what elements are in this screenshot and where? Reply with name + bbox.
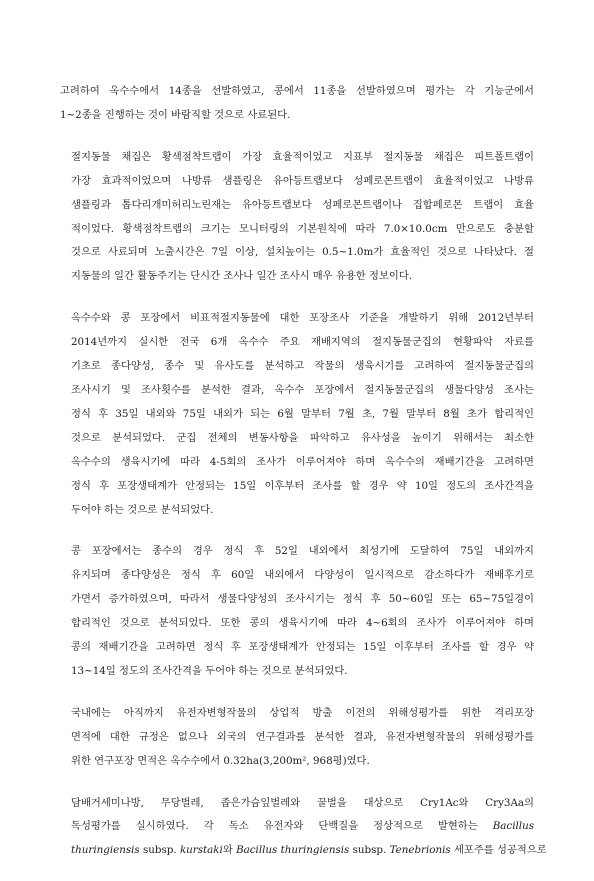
paragraph-1: [60, 80, 534, 128]
text-line: 적이었다. 황색점착트랩의 크기는 모니터링의 기본원칙에 따라 7.0×10.0cm 만으로도 충분할: [71, 222, 534, 235]
text-line: 기초로 종다양성, 종수 및 유사도를 분석하고 작물의 생육시기를 고려하여 절지동물군집의: [71, 360, 534, 373]
text-line: 지동물의 일간 활동주기는 단시간 조사나 일간 조사시 매우 유용한 정보이다.: [71, 270, 413, 283]
text-line: 정식 후 35일 내외와 75일 내외가 되는 6월 말부터 7월 초, 7월 말부터 8월 초가 합리적인: [71, 407, 534, 420]
text-line: 13~14일 정도의 조사간격을 두어야 하는 것으로 분석되었다.: [71, 664, 348, 677]
text-line: 샘플링과 톱다리개미허리노린재는 유아등트랩보다 성페로몬트랩이나 집합페로몬 트랩이 효율: [71, 198, 534, 211]
paragraph-3: [60, 307, 534, 522]
text-line: 위한 연구포장 면적은 옥수수에서 0.32ha(3,200m², 968평)였다.: [71, 754, 370, 767]
text-line: 콩 포장에서는 종수의 경우 정식 후 52일 내외에서 최성기에 도달하여 75일 내외까지: [71, 545, 534, 558]
text-line: 면적에 대한 규정은 없으나 외국의 연구결과를 분석한 결과, 유전자변형작물의 위해성평가를: [71, 730, 534, 743]
text-line: 조사시기 및 조사횟수를 분석한 결과, 옥수수 포장에서 절지동물군집의 생물다양성 조사는: [71, 383, 534, 396]
paragraph-6: [60, 792, 547, 864]
text-line: 합리적인 것으로 분석되었다. 또한 콩의 생육시기에 따라 4~6회의 조사가 이루어져야 하며: [71, 617, 534, 630]
body-text: [60, 80, 547, 881]
text-line: 옥수수의 생육시기에 따라 4-5회의 조사가 이루어져야 하며 옥수수의 재배기간을 고려하면: [71, 455, 534, 468]
paragraph-2: [60, 146, 534, 289]
text-line: 것으로 분석되었다. 군집 전체의 변동사항을 파악하고 유사성을 높이기 위해서는 최소한: [71, 431, 534, 444]
text-line: 2014년까지 실시한 전국 6개 옥수수 주요 재배지역의 절지동물군집의 현황파악 자료를: [71, 336, 534, 349]
text-line: 국내에는 아직까지 유전자변형작물의 상업적 방출 이전의 위해성평가를 위한 격리포장: [71, 706, 534, 719]
paragraph-4: [60, 540, 534, 683]
text-line: 가장 효과적이었으며 나방류 샘플링은 유아등트랩보다 성페로몬트랩이 효율적이었고 나방류: [71, 174, 534, 187]
text-line: 유지되며 종다양성은 정식 후 60일 내외에서 다양성이 일시적으로 감소하다가 재배후기로: [71, 569, 534, 582]
text-line: 고려하여 옥수수에서 14종을 선발하였고, 콩에서 11종을 선발하였으며 평가는 각 기능군에서: [60, 85, 534, 97]
text-line: 두어야 하는 것으로 분석되었다.: [71, 503, 214, 516]
text-line: 옥수수와 콩 포장에서 비표적절지동물에 대한 포장조사 기준을 개발하기 위해 2012년부터: [71, 312, 534, 325]
text-line: 것으로 사료되며 노출시간은 7일 이상, 설치높이는 0.5~1.0m가 효율적인 것으로 나타났다. 절: [71, 246, 534, 259]
text-line: 가면서 증가하였으며, 따라서 생물다양성의 조사시기는 정식 후 50~60일 또는 65~75일경이: [71, 593, 534, 606]
text-line: 절지동물 채집은 황색점착트랩이 가장 효율적이었고 지표부 절지동물 채집은 피트폴트랩이: [71, 150, 534, 163]
text-line: 1~2종을 진행하는 것이 바람직할 것으로 사료된다.: [60, 108, 291, 121]
text-line: 담배거세미나방, 무당벌레, 좁은가슴잎벌레와 꿀벌을 대상으로 Cry1Ac와 Cry3Aa의: [71, 796, 534, 809]
text-line: 독성평가를 실시하였다. 각 독소 유전자와 단백질을 정상적으로 발현하는 Bacillus: [71, 820, 534, 833]
text-line: 정식 후 포장생태계가 안정되는 15일 이후부터 조사를 할 경우 약 10일 정도의 조사간격을: [71, 479, 534, 492]
paragraph-5: [60, 702, 534, 774]
text-line: thuringiensis subsp. kurstaki와 Bacillus thuringiensis subsp. Tenebrionis 세포주를 성공적으로: [71, 844, 547, 857]
text-line: 콩의 재배기간을 고려하면 정식 후 포장생태계가 안정되는 15일 이후부터 조사를 할 경우 약: [71, 641, 534, 654]
